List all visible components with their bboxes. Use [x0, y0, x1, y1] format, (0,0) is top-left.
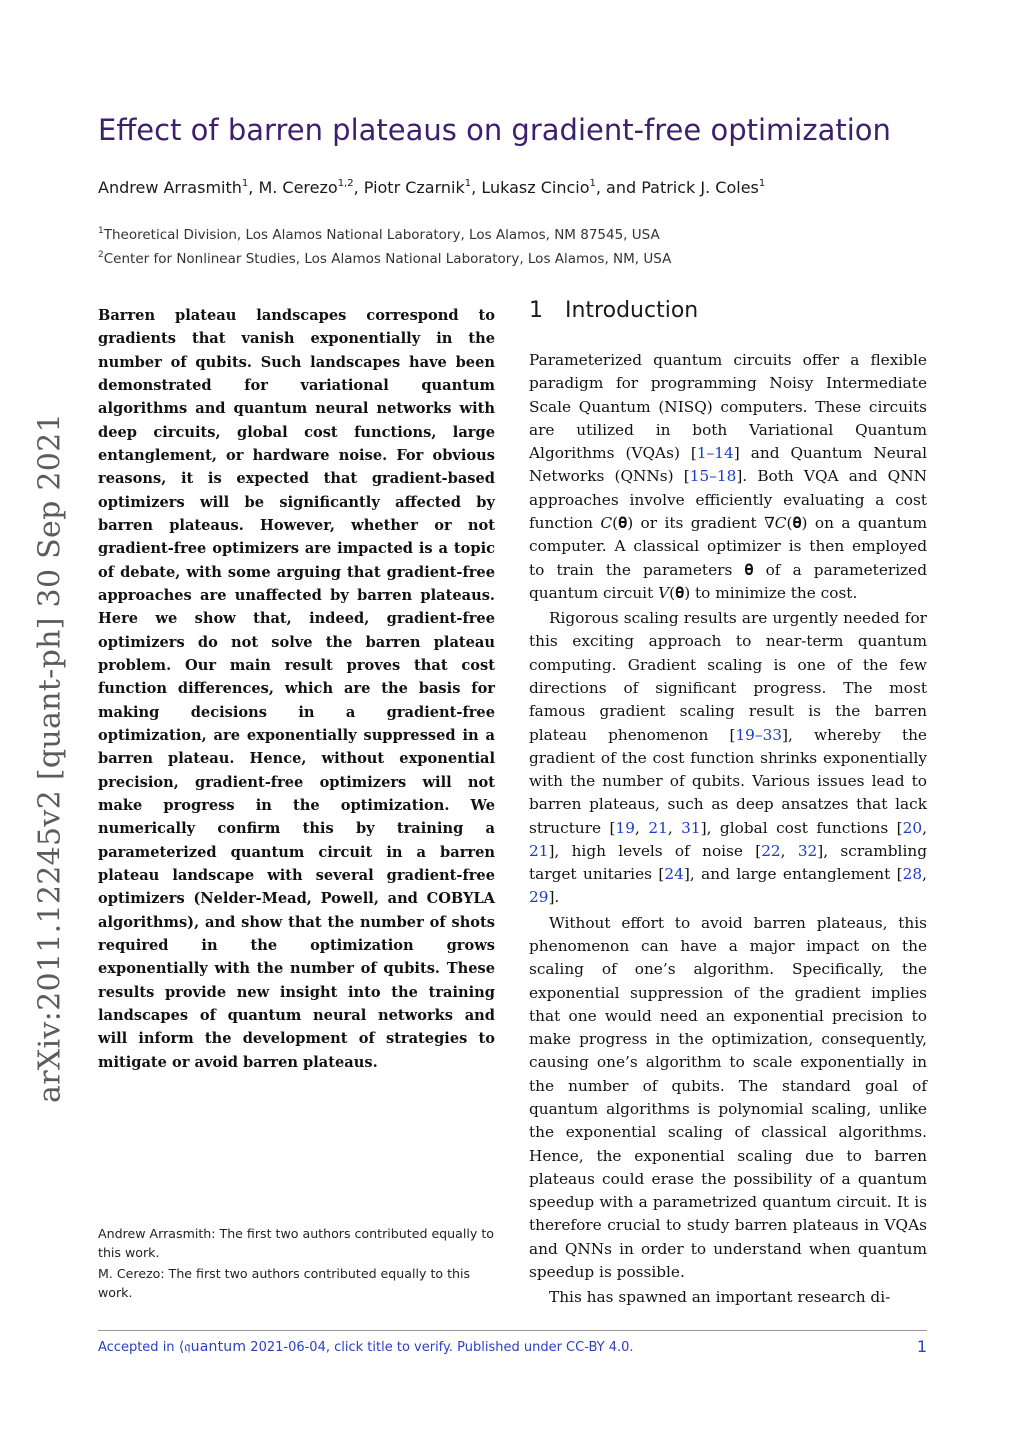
author-name: Patrick J. Coles — [641, 178, 759, 197]
section-heading-introduction — [529, 298, 698, 323]
intro-paragraph — [529, 607, 927, 910]
citation-link[interactable]: 20 — [902, 818, 923, 837]
affiliation-text: Center for Nonlinear Studies, Los Alamos National Laboratory, Los Alamos, NM, USA — [103, 251, 672, 267]
paragraph-text: Parameterized quantum circuits offer a flexible paradigm for programming Noisy Intermediate Scale Quantum (NISQ) computers. These circuits are utilized in both Variational Quantum Algorithms (VQAs) [ — [529, 351, 927, 463]
author-name: M. Cerezo — [258, 178, 338, 197]
section-title: Introduction — [565, 298, 699, 323]
author-affiliation-marker: 1 — [758, 178, 766, 189]
footer-rule — [98, 1330, 927, 1331]
citation-link[interactable]: 1–14 — [696, 444, 734, 463]
paragraph-text: Without effort to avoid barren plateaus, this phenomenon can have a major impact on the scaling of one’s algorithm. Specifically, the exponential suppression of the gradient implies that one would need an exponential precision to make progress in the optimization, consequently, causing one’s algorithm to scale exponentially in the number of qubits. The standard goal of quantum algorithms is polynomial scaling, unlike the exponential scaling of classical algorithms. Hence, the exponential scaling due to barren plateaus could erase the possibility of a quantum speedup with a parametrized quantum circuit. It is therefore crucial to study barren plateaus in VQAs and QNNs in order to understand when quantum speedup is possible. — [529, 913, 927, 1281]
intro-paragraph — [529, 1286, 927, 1309]
author-footnotes — [98, 1224, 498, 1303]
author-name: Andrew Arrasmith — [98, 178, 242, 197]
author-separator: , — [471, 178, 482, 197]
citation-link[interactable]: 19–33 — [735, 725, 783, 744]
page-footer[interactable] — [98, 1339, 634, 1355]
author-name: Piotr Czarnik — [363, 178, 465, 197]
quantum-journal-logo[interactable]: ⟨𝔮uantum — [178, 1339, 247, 1355]
citation-link[interactable]: 31 — [681, 818, 701, 837]
paragraph-text: ], high levels of noise [ — [548, 841, 762, 860]
paragraph-text: , — [635, 818, 649, 837]
author-separator: , and — [595, 178, 642, 197]
footnote: M. Cerezo: The first two authors contributed equally to this work. — [98, 1265, 471, 1300]
paragraph-text: ], scrambling target unitaries [ — [529, 841, 927, 884]
citation-link[interactable]: 24 — [664, 865, 684, 884]
citation-link[interactable]: 29 — [529, 888, 549, 907]
citation-link[interactable]: 21 — [648, 818, 668, 837]
author-affiliation-marker: 1,2 — [337, 178, 354, 189]
paragraph-text: , — [922, 865, 927, 884]
paragraph-text: Rigorous scaling results are urgently needed for this exciting approach to near-term quantum computing. Gradient scaling is one of the few directions of significant progress. The most famous gradient scaling result is the barren plateau phenomenon [ — [529, 609, 927, 744]
paragraph-text: ], global cost functions [ — [700, 818, 903, 837]
footer-verify-link[interactable]: 2021-06-04, click title to verify. Published under CC-BY 4.0. — [246, 1340, 634, 1355]
paper-title: Effect of barren plateaus on gradient-free optimization — [98, 113, 891, 147]
affiliation-marker: 2 — [98, 250, 104, 260]
citation-link[interactable]: 22 — [761, 841, 781, 860]
intro-paragraph — [529, 912, 927, 1285]
paragraph-text: This has spawned an important research di- — [549, 1288, 891, 1307]
footnote: Andrew Arrasmith: The first two authors contributed equally to this work. — [98, 1226, 494, 1261]
citation-link[interactable]: 21 — [529, 841, 549, 860]
citation-link[interactable]: 28 — [902, 865, 923, 884]
paragraph-text: , — [922, 818, 927, 837]
author-separator: , — [248, 178, 259, 197]
author-list — [98, 178, 765, 197]
paragraph-text: , — [667, 818, 682, 837]
intro-paragraph — [529, 349, 927, 605]
author-separator: , — [353, 178, 364, 197]
section-number: 1 — [529, 298, 543, 323]
paragraph-text: , — [780, 841, 798, 860]
citation-link[interactable]: 32 — [797, 841, 818, 860]
author-affiliation-marker: 1 — [589, 178, 596, 189]
paragraph-text: ], and large entanglement [ — [683, 865, 903, 884]
affiliation-2 — [98, 251, 671, 267]
affiliation-text: Theoretical Division, Los Alamos National Laboratory, Los Alamos, NM 87545, USA — [103, 227, 660, 243]
introduction-body — [529, 349, 927, 1312]
citation-link[interactable]: 15–18 — [689, 467, 737, 486]
author-affiliation-marker: 1 — [464, 178, 472, 189]
author-name: Lukasz Cincio — [481, 178, 590, 197]
affiliation-1 — [98, 227, 660, 243]
footer-prefix: Accepted in — [98, 1340, 179, 1355]
page-number: 1 — [916, 1337, 927, 1356]
abstract: Barren plateau landscapes correspond to gradients that vanish exponentially in the number of qubits. Such landscapes have been demonstrated for variational quantum algorithms and quantum neural networks with deep circuits, global cost functions, large entanglement, or hardware noise. For obvious reasons, it is expected that gradient-based optimizers will be significantly affected by barren plateaus. However, whether or not gradient-free optimizers are impacted is a topic of debate, with some arguing that gradient-free approaches are unaffected by barren plateaus. Here we show that, indeed, gradient-free optimizers do not solve the barren plateau problem. Our main result proves that cost function differences, which are the basis for making decisions in a gradient-free optimization, are exponentially suppressed in a barren plateau. Hence, without exponential precision, gradient-free optimizers will not make progress in the optimization. We numerically confirm this by training a parameterized quantum circuit in a barren plateau landscape with several gradient-free optimizers (Nelder-Mead, Powell, and COBYLA algorithms), and show that the number of shots required in the optimization grows exponentially with the number of qubits. These results provide new insight into the training landscapes of quantum neural networks and will inform the development of strategies to mitigate or avoid barren plateaus. — [98, 307, 495, 1071]
paragraph-text: ], whereby the gradient of the cost function shrinks exponentially with the number of qubits. Various issues lead to barren plateaus, such as deep ansatzes that lack structure [ — [529, 725, 927, 837]
affiliation-marker: 1 — [98, 226, 104, 236]
author-affiliation-marker: 1 — [241, 178, 249, 189]
paragraph-text: ]. — [548, 888, 560, 907]
paragraph-text: ] and Quantum Neural Networks (QNNs) [ — [529, 444, 927, 486]
citation-link[interactable]: 19 — [615, 818, 635, 837]
arxiv-identifier-stamp[interactable]: arXiv:2011.12245v2 [quant-ph] 30 Sep 2021 — [32, 413, 68, 1103]
paragraph-text: ]. Both VQA and QNN approaches involve efficiently evaluating a cost function 𝐶(𝛉) or its gradient ∇𝐶(𝛉) on a quantum computer. A classical optimizer is then employed to train the parameters 𝛉 of a parameterized quantum circuit 𝑉(𝛉) to minimize the cost. — [529, 467, 927, 602]
